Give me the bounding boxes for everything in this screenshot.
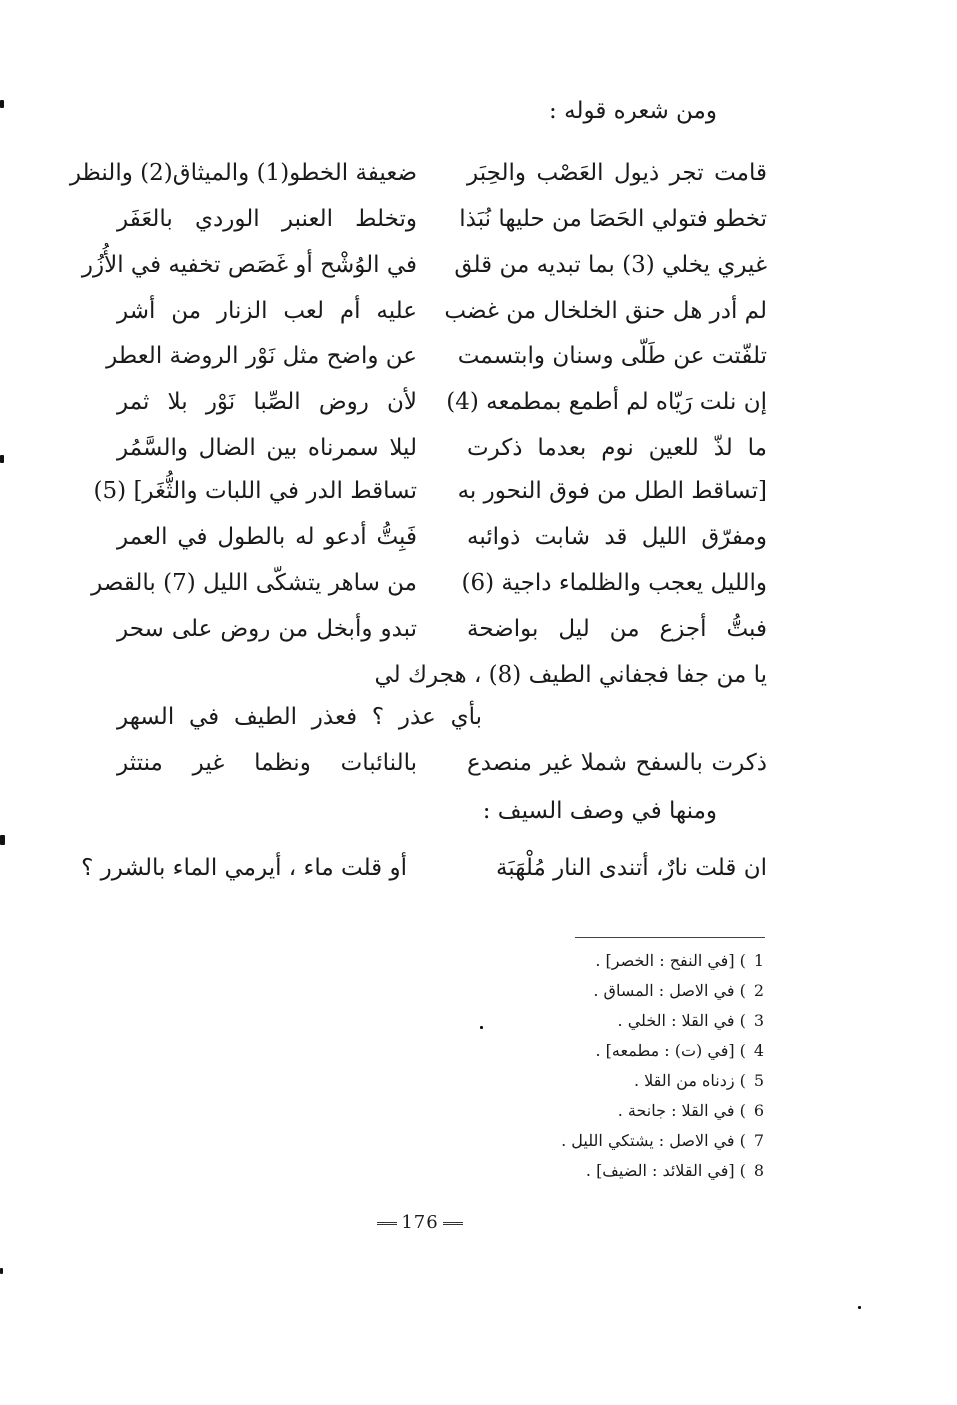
scan-speck <box>0 1268 3 1274</box>
verse-2-second: وتخلط العنبر الوردي بالعَفَر <box>117 206 417 232</box>
footnote-number: 6 <box>753 1101 765 1120</box>
footnote-rule <box>575 937 765 938</box>
verse-3-first: غيري يخلي (3) بما تبديه من قلق <box>454 252 767 278</box>
footnote: 4 ) [في (ت) : مطمعه] . <box>561 1036 767 1066</box>
ornament-dash-icon <box>377 1222 397 1225</box>
footnote-number: 2 <box>753 981 765 1000</box>
footnote-number: 3 <box>753 1011 765 1030</box>
footnote: 5 ) زدناه من القلا . <box>561 1066 767 1096</box>
page-number-text: 176 <box>401 1212 439 1233</box>
verse-5-second: عن واضح مثل نَوْر الروضة العطر <box>106 343 417 369</box>
verse-6-second: لأن روض الصِّبا نَوْر بلا ثمر <box>117 389 417 415</box>
verse-10-second: من ساهر يتشكّى الليل (7) بالقصر <box>91 570 417 596</box>
verse-12-second: بأي عذر ؟ فعذر الطيف في السهر <box>117 704 482 730</box>
footnote: 8 ) [في القلائد : الضيف] . <box>561 1156 767 1186</box>
footnote-number: 7 <box>753 1131 765 1150</box>
verse-13-first: ذكرت بالسفح شملا غير منصدع <box>467 750 767 776</box>
footnote-text: [في القلائد : الضيف] . <box>585 1161 735 1180</box>
sword-verse-second: أو قلت ماء ، أيرمي الماء بالشرر ؟ <box>81 855 407 881</box>
footnote-number: 4 <box>753 1041 765 1060</box>
footnote-number: 1 <box>753 951 765 970</box>
sword-intro-line: ومنها في وصف السيف : <box>482 798 717 824</box>
verse-4-second: عليه أم لعب الزنار من أشر <box>117 298 417 324</box>
verse-9-first: ومفرّق الليل قد شابت ذوائبه <box>467 524 767 550</box>
intro-line: ومن شعره قوله : <box>549 98 717 124</box>
verse-11-first: فبتُّ أجزع من ليل بواضحة <box>467 616 767 642</box>
scan-speck <box>480 1026 483 1029</box>
verse-13-second: بالنائبات ونظما غير منتثر <box>117 750 417 776</box>
footnote-text: في القلا : الخلي . <box>617 1011 735 1030</box>
footnote: 7 ) في الاصل : يشتكي الليل . <box>561 1126 767 1156</box>
verse-7-second: ليلا سمرناه بين الضال والسَّمُر <box>117 435 417 461</box>
footnote-text: في الاصل : المساق . <box>593 981 735 1000</box>
verse-5-first: تلفّتت عن طَلّى وسنان وابتسمت <box>457 343 767 369</box>
verse-12-first: يا من جفا فجفاني الطيف (8) ، هجرك لي <box>374 662 767 688</box>
footnote-text: زدناه من القلا . <box>633 1071 735 1090</box>
footnote-number: 8 <box>753 1161 765 1180</box>
verse-11-second: تبدو وأبخل من روض على سحر <box>117 616 417 642</box>
footnote-text: [في النفح : الخصر] . <box>595 951 735 970</box>
sword-verse-first: ان قلت نارٌ، أتندى النار مُلْهَبَة <box>495 855 767 881</box>
verse-1-second: ضعيفة الخطو(1) والميثاق(2) والنظر <box>69 160 417 186</box>
scan-speck <box>0 455 4 463</box>
footnote: 1 ) [في النفح : الخصر] . <box>561 946 767 976</box>
scan-speck <box>0 835 5 845</box>
verse-9-second: فَبِتُّ أدعو له بالطول في العمر <box>117 524 417 550</box>
scan-speck <box>858 1306 861 1309</box>
verse-6-first: إن نلت رَيّاه لم أطمع بمطمعه (4) <box>446 389 767 415</box>
scan-speck <box>0 100 4 108</box>
verse-8-first: [تساقط الطل من فوق النحور به <box>457 478 767 504</box>
footnote-number: 5 <box>753 1071 765 1090</box>
page-number <box>370 1212 470 1233</box>
footnote-text: [في (ت) : مطمعه] . <box>595 1041 735 1060</box>
footnote-text: في الاصل : يشتكي الليل . <box>561 1131 735 1150</box>
footnote-text: في القلا : جانحة . <box>617 1101 735 1120</box>
ornament-dash-icon <box>443 1222 463 1225</box>
footnotes <box>561 946 767 1186</box>
verse-8-second: تساقط الدر في اللبات والثُّغَر] (5) <box>93 478 417 504</box>
verse-10-first: والليل يعجب والظلماء داجية (6) <box>461 570 767 596</box>
verse-7-first: ما لذّ للعين نوم بعدما ذكرت <box>467 435 767 461</box>
verse-4-first: لم أدر هل حنق الخلخال من غضب <box>444 298 767 324</box>
footnote: 6 ) في القلا : جانحة . <box>561 1096 767 1126</box>
verse-2-first: تخطو فتولي الحَصَا من حليها نُبَذا <box>459 206 767 232</box>
footnote: 3 ) في القلا : الخلي . <box>561 1006 767 1036</box>
verse-3-second: في الوُشْح أو غَصَص تخفيه في الأُزُر <box>81 252 417 278</box>
verse-1-first: قامت تجر ذيول العَصْب والحِبَر <box>467 160 767 186</box>
footnote: 2 ) في الاصل : المساق . <box>561 976 767 1006</box>
